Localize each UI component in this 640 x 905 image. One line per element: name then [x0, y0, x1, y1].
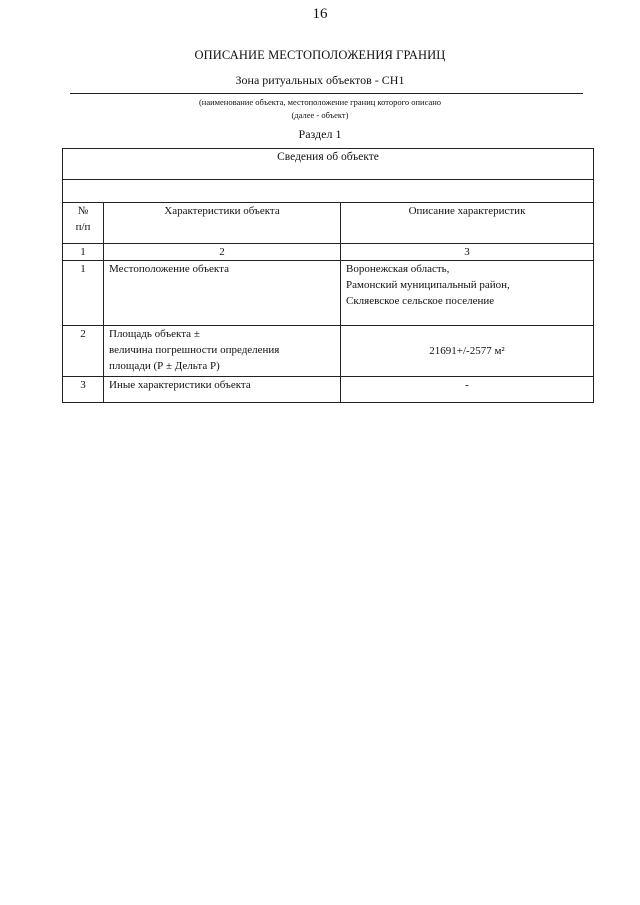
- column-header-num-line-2: п/п: [75, 221, 91, 233]
- column-header-characteristics: Характеристики объекта: [104, 203, 341, 244]
- section-title: Раздел 1: [298, 127, 342, 141]
- row-description: [341, 261, 594, 326]
- row-number: 3: [63, 377, 104, 403]
- row-description-line: Скляевское сельское поселение: [346, 295, 495, 307]
- row-description-line: -: [465, 379, 469, 391]
- object-name: Зона ритуальных объектов - СН1: [235, 73, 405, 87]
- column-number: 2: [104, 244, 341, 261]
- column-number-row: [63, 244, 594, 261]
- row-characteristic: [104, 377, 341, 403]
- row-description: [341, 377, 594, 403]
- table-header: Сведения об объекте: [63, 149, 594, 180]
- table-header-row: [63, 149, 594, 180]
- row-characteristic: [104, 326, 341, 377]
- row-number: 2: [63, 326, 104, 377]
- column-number: 1: [63, 244, 104, 261]
- table-row: [63, 326, 594, 377]
- page-number: 16: [312, 6, 328, 22]
- document-title: ОПИСАНИЕ МЕСТОПОЛОЖЕНИЯ ГРАНИЦ: [194, 48, 446, 62]
- row-characteristic-line: величина погрешности определения: [109, 344, 280, 356]
- row-characteristic: [104, 261, 341, 326]
- row-characteristic-line: Иные характеристики объекта: [109, 379, 251, 391]
- column-header-description: Описание характеристик: [341, 203, 594, 244]
- row-characteristic-line: Местоположение объекта: [109, 263, 229, 275]
- row-description-line: Рамонский муниципальный район,: [346, 279, 510, 291]
- caption-line-2: (далее - объект): [291, 110, 349, 120]
- row-description: [341, 326, 594, 377]
- row-characteristic-line: Площадь объекта ±: [109, 328, 200, 340]
- table-empty-row: [63, 180, 594, 203]
- table-row: [63, 377, 594, 403]
- column-header-row: [63, 203, 594, 244]
- caption-line-1: (наименование объекта, местоположение границ которого описано: [198, 97, 442, 107]
- column-number: 3: [341, 244, 594, 261]
- column-header-num: [63, 203, 104, 244]
- row-description-line: 21691+/-2577 м²: [429, 345, 505, 357]
- row-characteristic-line: площади (Р ± Дельта Р): [109, 360, 220, 372]
- row-number: 1: [63, 261, 104, 326]
- object-info-table: [62, 148, 594, 403]
- column-header-num-line-1: №: [77, 205, 89, 217]
- object-name-caption: [0, 96, 640, 122]
- table-row: [63, 261, 594, 326]
- row-description-line: Воронежская область,: [346, 263, 450, 275]
- object-name-underline: [70, 93, 583, 94]
- table-empty-cell: [63, 180, 594, 203]
